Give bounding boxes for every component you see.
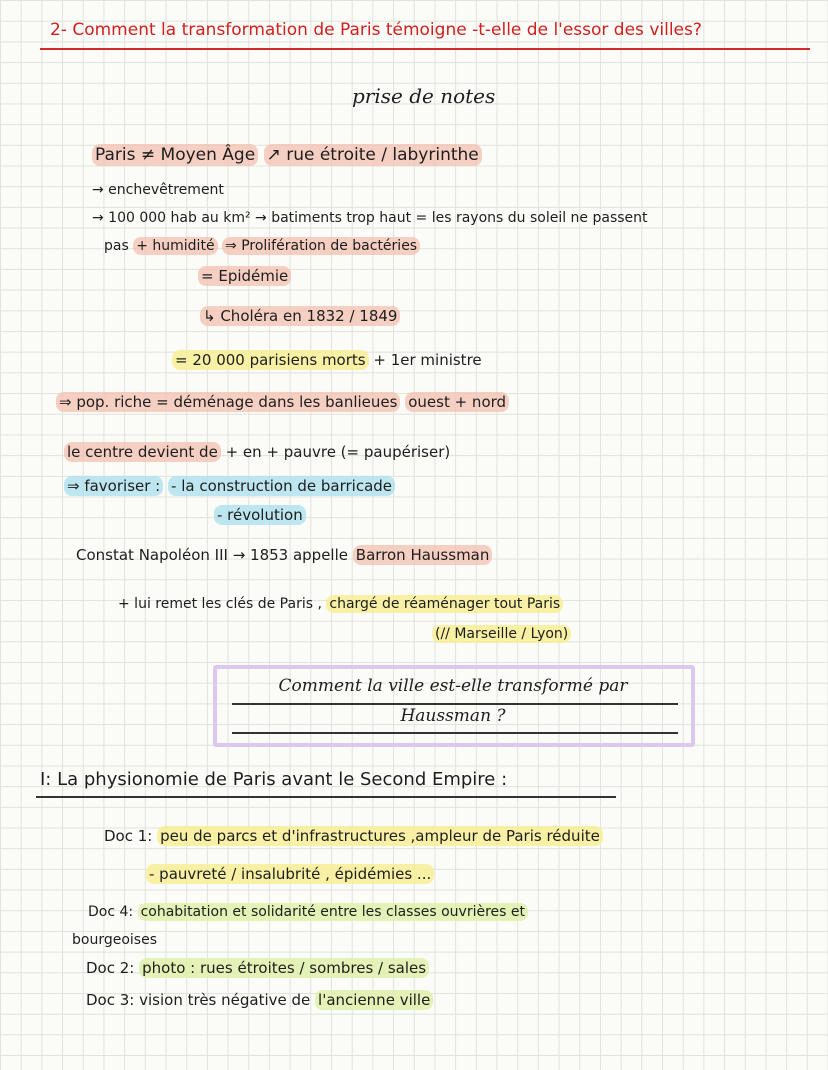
note-text: = 20 000 parisiens morts bbox=[172, 350, 369, 370]
note-line: → enchevêtrement bbox=[92, 182, 224, 198]
note-text: - la construction de barricade bbox=[168, 476, 395, 496]
note-text: ↗ rue étroite / labyrinthe bbox=[264, 144, 482, 166]
doc-line bbox=[88, 902, 528, 922]
note-line bbox=[56, 392, 509, 412]
question-underline bbox=[232, 732, 678, 734]
note-text: ⇒ pop. riche = déménage dans les banlieues bbox=[56, 392, 400, 412]
note-line bbox=[64, 476, 395, 496]
note-text: ↳ Choléra en 1832 / 1849 bbox=[200, 306, 400, 326]
note-text: Barron Haussman bbox=[353, 545, 493, 565]
doc-label: Doc 1: bbox=[104, 827, 153, 845]
note-text: + lui remet les clés de Paris , bbox=[118, 596, 322, 612]
doc-label: Doc 2: bbox=[86, 959, 135, 977]
doc-label: Doc 4: bbox=[88, 904, 134, 920]
question-underline bbox=[232, 703, 678, 705]
note-line bbox=[432, 624, 571, 644]
note-line bbox=[104, 236, 420, 256]
note-line bbox=[214, 505, 306, 525]
note-text: Constat Napoléon III → 1853 appelle bbox=[76, 546, 348, 564]
doc-text: photo : rues étroites / sombres / sales bbox=[139, 958, 429, 978]
note-line bbox=[92, 208, 648, 228]
note-text: = Epidémie bbox=[198, 266, 291, 286]
note-text: pas bbox=[104, 238, 129, 254]
note-line bbox=[92, 145, 482, 165]
note-text: le centre devient de bbox=[64, 442, 221, 462]
doc-line bbox=[72, 930, 157, 950]
subtitle: prise de notes bbox=[352, 84, 496, 108]
question-line-2: Haussman ? bbox=[400, 706, 506, 726]
note-text: chargé de réaménager tout Paris bbox=[326, 595, 563, 613]
doc-text: l'ancienne ville bbox=[315, 990, 433, 1010]
title-underline bbox=[40, 48, 810, 50]
note-line bbox=[200, 306, 400, 326]
section-underline bbox=[36, 796, 616, 798]
note-text: ⇒ favoriser : bbox=[64, 476, 163, 496]
doc-line bbox=[86, 958, 429, 978]
note-text: - révolution bbox=[214, 505, 306, 525]
note-text: ⇒ Prolifération de bactéries bbox=[222, 237, 420, 255]
doc-text: peu de parcs et d'infrastructures ,ampleur de Paris réduite bbox=[157, 826, 603, 846]
note-text: (// Marseille / Lyon) bbox=[432, 625, 571, 643]
note-text: + en + pauvre (= paupériser) bbox=[225, 443, 451, 461]
doc-label: Doc 3: bbox=[86, 991, 135, 1009]
doc-text: bourgeoises bbox=[72, 932, 157, 948]
doc-line bbox=[104, 826, 603, 846]
question-line-1: Comment la ville est-elle transformé par bbox=[278, 676, 628, 696]
note-line bbox=[64, 442, 450, 462]
note-line bbox=[118, 594, 563, 614]
note-text: → batiments trop haut = les rayons du soleil ne passent bbox=[255, 210, 648, 226]
doc-text: - pauvreté / insalubrité , épidémies ... bbox=[146, 864, 434, 884]
page-title: 2- Comment la transformation de Paris témoigne -t-elle de l'essor des villes? bbox=[50, 20, 702, 40]
note-text: → 100 000 hab au km² bbox=[92, 210, 251, 226]
section-heading: I: La physionomie de Paris avant le Second Empire : bbox=[40, 769, 508, 790]
note-text: + humidité bbox=[133, 237, 217, 255]
note-line bbox=[76, 545, 492, 565]
note-text: ouest + nord bbox=[405, 392, 509, 412]
doc-line bbox=[146, 864, 434, 884]
doc-text: vision très négative de bbox=[139, 991, 311, 1009]
note-text: + 1er ministre bbox=[373, 351, 482, 369]
note-line bbox=[172, 350, 482, 370]
note-text: Paris ≠ Moyen Âge bbox=[92, 144, 258, 166]
note-line bbox=[198, 266, 291, 286]
doc-line bbox=[86, 990, 433, 1010]
doc-text: cohabitation et solidarité entre les classes ouvrières et bbox=[138, 903, 528, 921]
